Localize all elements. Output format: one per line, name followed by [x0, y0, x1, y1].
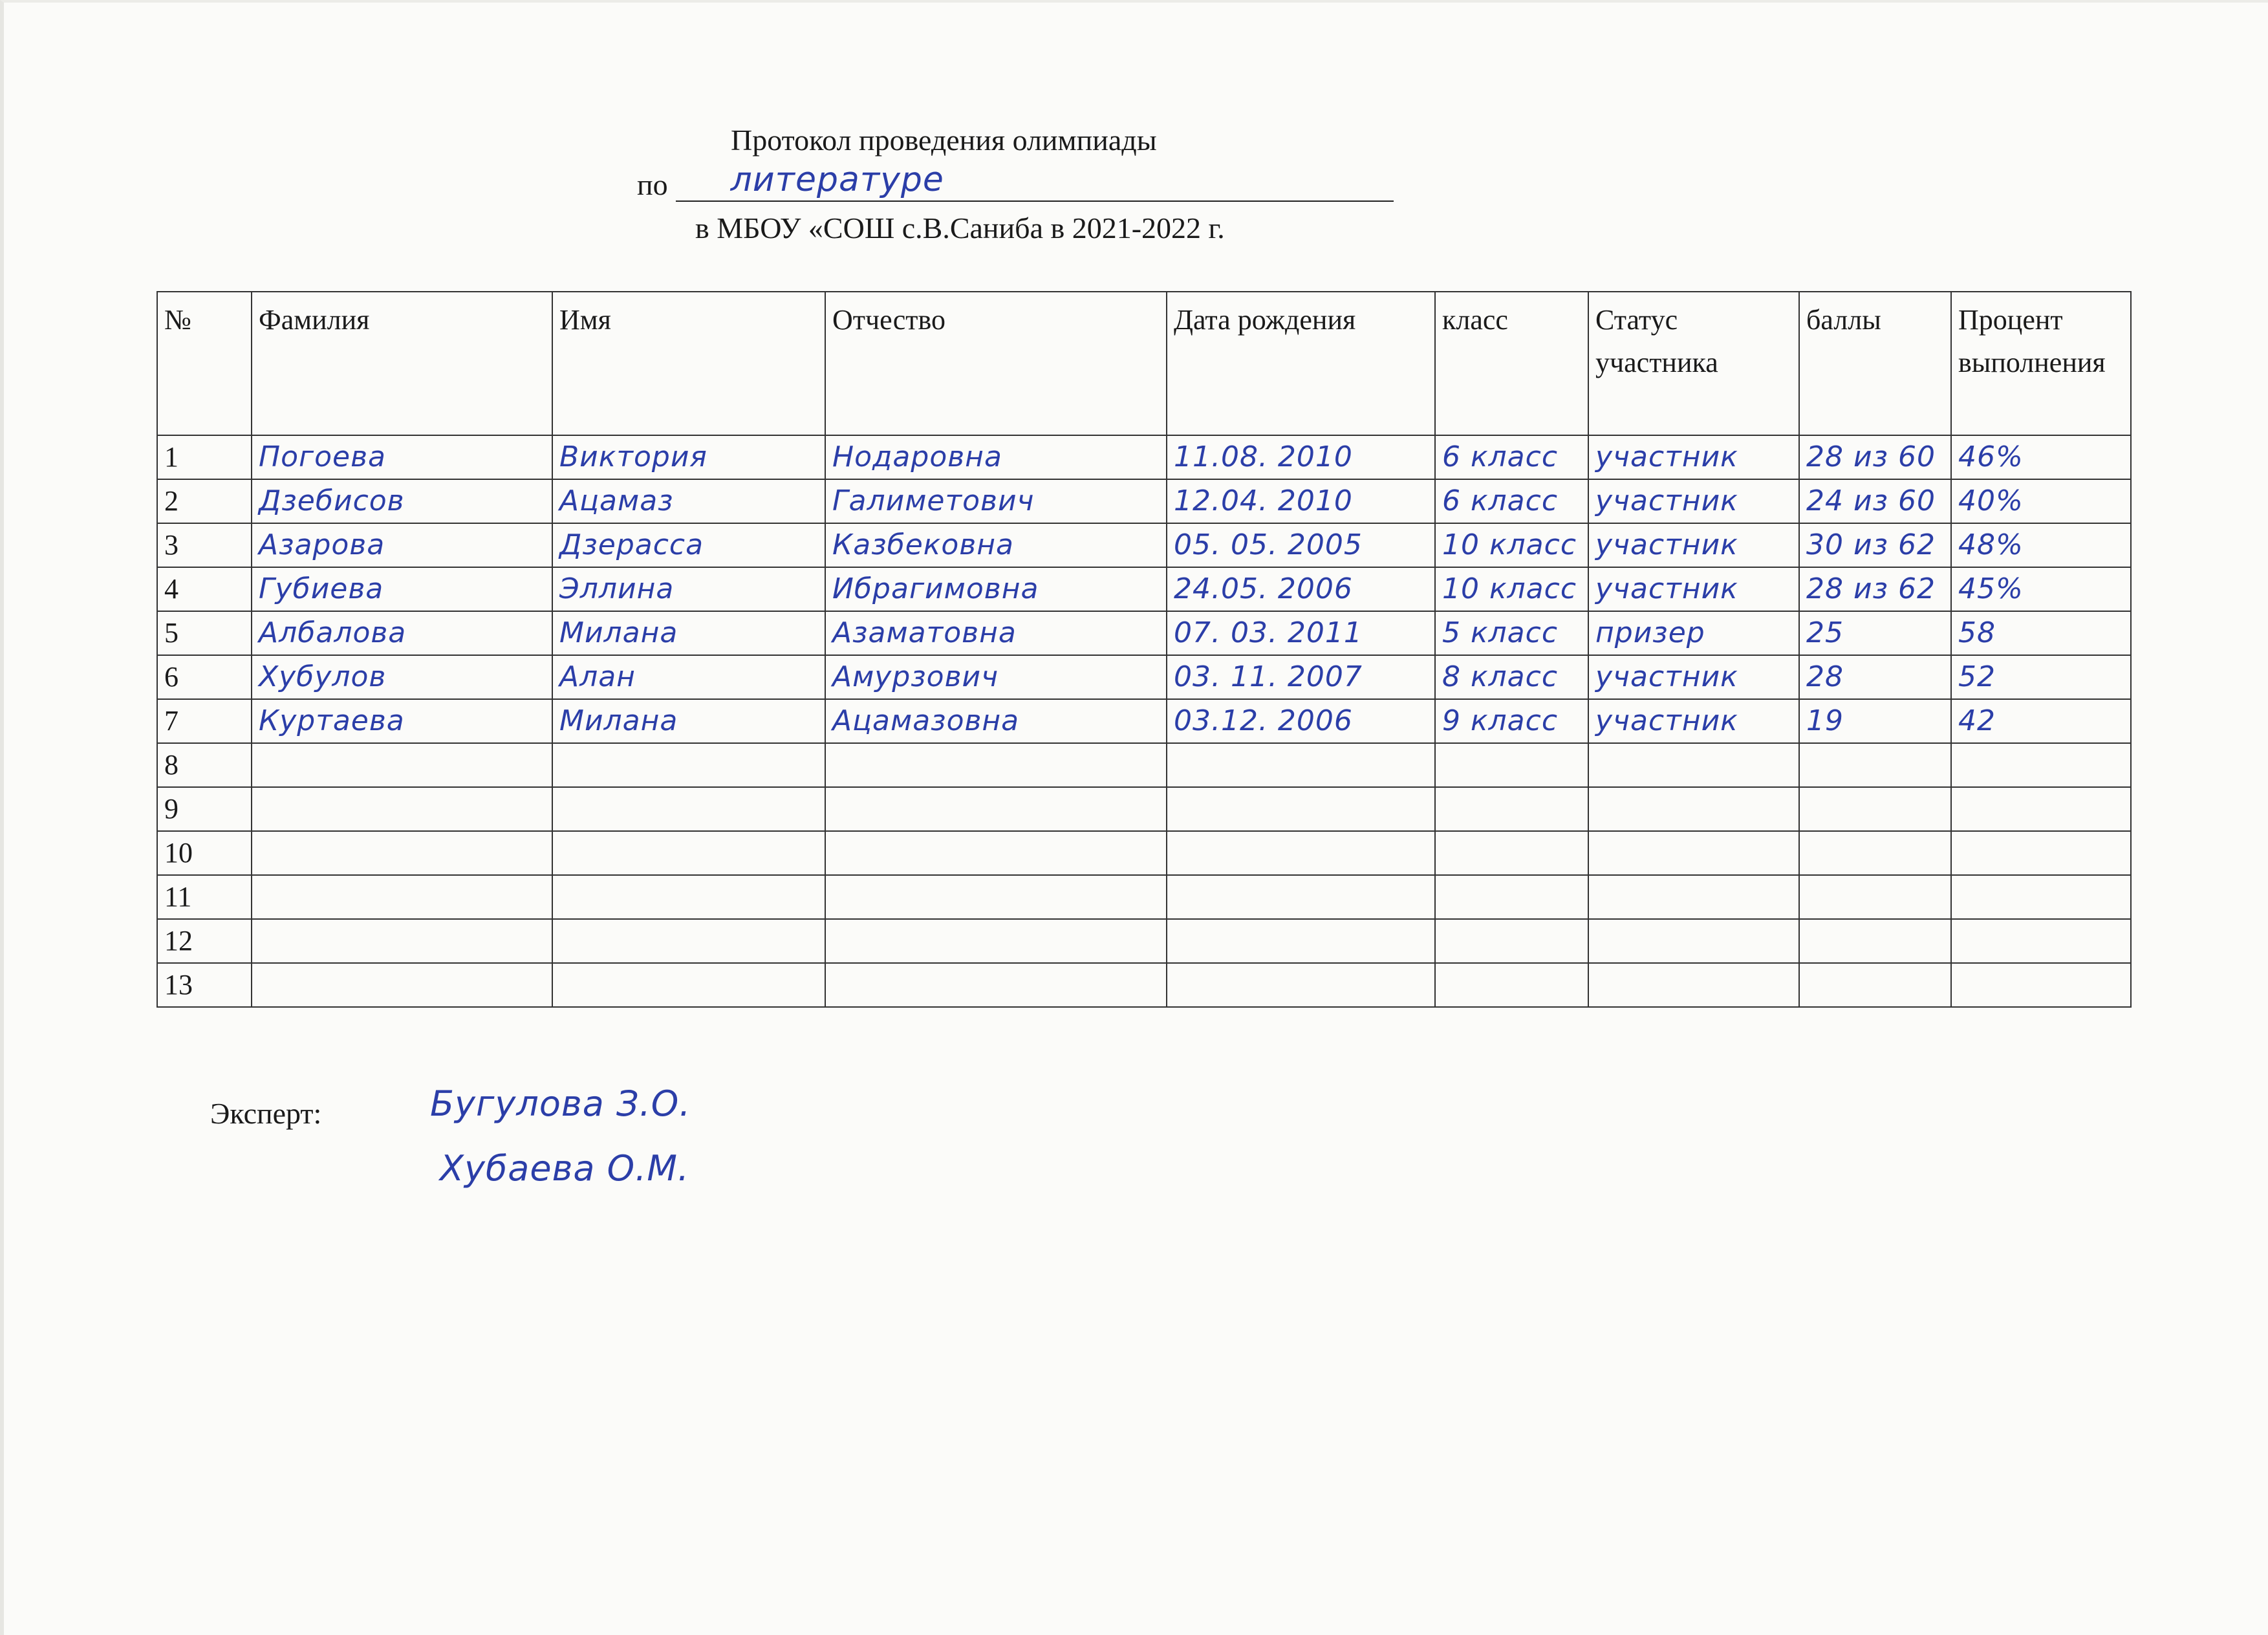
score-cell — [1799, 963, 1951, 1007]
row-number: 7 — [157, 699, 252, 743]
status-cell — [1588, 743, 1799, 787]
patronymic-cell: Ибрагимовна — [825, 567, 1167, 611]
status-cell — [1588, 787, 1799, 831]
name-cell — [552, 831, 825, 875]
surname-cell — [252, 875, 552, 919]
percent-cell: 40% — [1951, 479, 2131, 523]
status-cell: участник — [1588, 567, 1799, 611]
row-number: 4 — [157, 567, 252, 611]
birthdate-cell: 11.08. 2010 — [1167, 435, 1435, 479]
score-cell: 24 из 60 — [1799, 479, 1951, 523]
subject-blank-underline — [676, 160, 1394, 202]
grade-cell — [1435, 963, 1588, 1007]
subject-line — [637, 160, 1394, 202]
patronymic-cell — [825, 919, 1167, 963]
expert-signature-2: Хубаева О.М. — [440, 1148, 690, 1189]
score-cell: 19 — [1799, 699, 1951, 743]
table-row — [157, 479, 2131, 523]
percent-cell — [1951, 787, 2131, 831]
patronymic-cell: Нодаровна — [825, 435, 1167, 479]
column-header-patronymic: Отчество — [825, 292, 1167, 435]
patronymic-cell — [825, 963, 1167, 1007]
expert-label: Эксперт: — [210, 1097, 322, 1130]
grade-cell: 6 класс — [1435, 435, 1588, 479]
name-cell — [552, 875, 825, 919]
patronymic-cell: Азаматовна — [825, 611, 1167, 655]
grade-cell: 10 класс — [1435, 523, 1588, 567]
percent-cell: 42 — [1951, 699, 2131, 743]
school-line: в МБОУ «СОШ с.В.Саниба в 2021-2022 г. — [695, 211, 1225, 244]
table-header-row — [157, 292, 2131, 435]
name-cell — [552, 787, 825, 831]
table-row — [157, 743, 2131, 787]
percent-cell: 48% — [1951, 523, 2131, 567]
table-row — [157, 963, 2131, 1007]
column-header-percent: Процент выполнения — [1951, 292, 2131, 435]
score-cell — [1799, 919, 1951, 963]
grade-cell — [1435, 875, 1588, 919]
score-cell: 28 из 62 — [1799, 567, 1951, 611]
row-number: 12 — [157, 919, 252, 963]
subject-handwritten: литературе — [730, 160, 944, 199]
status-cell — [1588, 875, 1799, 919]
status-cell: участник — [1588, 435, 1799, 479]
score-cell — [1799, 875, 1951, 919]
surname-cell — [252, 831, 552, 875]
patronymic-cell — [825, 831, 1167, 875]
status-cell: участник — [1588, 479, 1799, 523]
surname-cell: Дзебисов — [252, 479, 552, 523]
percent-cell — [1951, 743, 2131, 787]
status-cell: участник — [1588, 655, 1799, 699]
patronymic-cell: Амурзович — [825, 655, 1167, 699]
table-row — [157, 611, 2131, 655]
percent-cell — [1951, 919, 2131, 963]
birthdate-cell — [1167, 831, 1435, 875]
surname-cell: Азарова — [252, 523, 552, 567]
table-row — [157, 919, 2131, 963]
grade-cell: 9 класс — [1435, 699, 1588, 743]
table-row — [157, 699, 2131, 743]
score-cell: 28 — [1799, 655, 1951, 699]
score-cell: 28 из 60 — [1799, 435, 1951, 479]
table-row — [157, 435, 2131, 479]
table-row — [157, 831, 2131, 875]
percent-cell: 45% — [1951, 567, 2131, 611]
row-number: 8 — [157, 743, 252, 787]
patronymic-cell: Ацамазовна — [825, 699, 1167, 743]
name-cell — [552, 919, 825, 963]
column-header-score: баллы — [1799, 292, 1951, 435]
row-number: 5 — [157, 611, 252, 655]
birthdate-cell — [1167, 963, 1435, 1007]
table-row — [157, 523, 2131, 567]
grade-cell — [1435, 919, 1588, 963]
grade-cell — [1435, 787, 1588, 831]
status-cell: участник — [1588, 523, 1799, 567]
name-cell: Виктория — [552, 435, 825, 479]
surname-cell — [252, 787, 552, 831]
grade-cell: 10 класс — [1435, 567, 1588, 611]
percent-cell — [1951, 831, 2131, 875]
status-cell: призер — [1588, 611, 1799, 655]
birthdate-cell: 24.05. 2006 — [1167, 567, 1435, 611]
birthdate-cell — [1167, 787, 1435, 831]
row-number: 2 — [157, 479, 252, 523]
table-row — [157, 655, 2131, 699]
column-header-surname: Фамилия — [252, 292, 552, 435]
column-header-birthdate: Дата рождения — [1167, 292, 1435, 435]
score-cell — [1799, 743, 1951, 787]
row-number: 6 — [157, 655, 252, 699]
surname-cell — [252, 963, 552, 1007]
name-cell: Милана — [552, 611, 825, 655]
surname-cell: Губиева — [252, 567, 552, 611]
birthdate-cell: 05. 05. 2005 — [1167, 523, 1435, 567]
row-number: 11 — [157, 875, 252, 919]
score-cell: 25 — [1799, 611, 1951, 655]
status-cell — [1588, 831, 1799, 875]
score-cell — [1799, 787, 1951, 831]
status-cell — [1588, 919, 1799, 963]
name-cell: Ацамаз — [552, 479, 825, 523]
row-number: 10 — [157, 831, 252, 875]
patronymic-cell: Галиметович — [825, 479, 1167, 523]
birthdate-cell: 03. 11. 2007 — [1167, 655, 1435, 699]
grade-cell: 6 класс — [1435, 479, 1588, 523]
column-header-grade: класс — [1435, 292, 1588, 435]
table-row — [157, 567, 2131, 611]
name-cell — [552, 963, 825, 1007]
row-number: 1 — [157, 435, 252, 479]
row-number: 3 — [157, 523, 252, 567]
column-header-number: № — [157, 292, 252, 435]
row-number: 13 — [157, 963, 252, 1007]
percent-cell — [1951, 963, 2131, 1007]
surname-cell: Хубулов — [252, 655, 552, 699]
table-row — [157, 875, 2131, 919]
expert-signature-1: Бугулова З.О. — [430, 1083, 691, 1124]
birthdate-cell: 03.12. 2006 — [1167, 699, 1435, 743]
surname-cell — [252, 743, 552, 787]
birthdate-cell: 12.04. 2010 — [1167, 479, 1435, 523]
grade-cell — [1435, 743, 1588, 787]
status-cell — [1588, 963, 1799, 1007]
grade-cell — [1435, 831, 1588, 875]
birthdate-cell: 07. 03. 2011 — [1167, 611, 1435, 655]
surname-cell — [252, 919, 552, 963]
column-header-name: Имя — [552, 292, 825, 435]
surname-cell: Погоева — [252, 435, 552, 479]
participants-table — [157, 291, 2132, 1008]
document-title: Протокол проведения олимпиады — [731, 124, 1157, 157]
score-cell — [1799, 831, 1951, 875]
surname-cell: Албалова — [252, 611, 552, 655]
name-cell — [552, 743, 825, 787]
birthdate-cell — [1167, 875, 1435, 919]
birthdate-cell — [1167, 919, 1435, 963]
surname-cell: Куртаева — [252, 699, 552, 743]
grade-cell: 8 класс — [1435, 655, 1588, 699]
percent-cell — [1951, 875, 2131, 919]
percent-cell: 46% — [1951, 435, 2131, 479]
column-header-status: Статус участника — [1588, 292, 1799, 435]
percent-cell: 58 — [1951, 611, 2131, 655]
patronymic-cell — [825, 787, 1167, 831]
row-number: 9 — [157, 787, 252, 831]
subject-prefix: по — [637, 168, 668, 201]
name-cell: Дзерасса — [552, 523, 825, 567]
status-cell: участник — [1588, 699, 1799, 743]
percent-cell: 52 — [1951, 655, 2131, 699]
patronymic-cell — [825, 875, 1167, 919]
patronymic-cell — [825, 743, 1167, 787]
birthdate-cell — [1167, 743, 1435, 787]
name-cell: Эллина — [552, 567, 825, 611]
name-cell: Алан — [552, 655, 825, 699]
table-row — [157, 787, 2131, 831]
patronymic-cell: Казбековна — [825, 523, 1167, 567]
score-cell: 30 из 62 — [1799, 523, 1951, 567]
grade-cell: 5 класс — [1435, 611, 1588, 655]
name-cell: Милана — [552, 699, 825, 743]
